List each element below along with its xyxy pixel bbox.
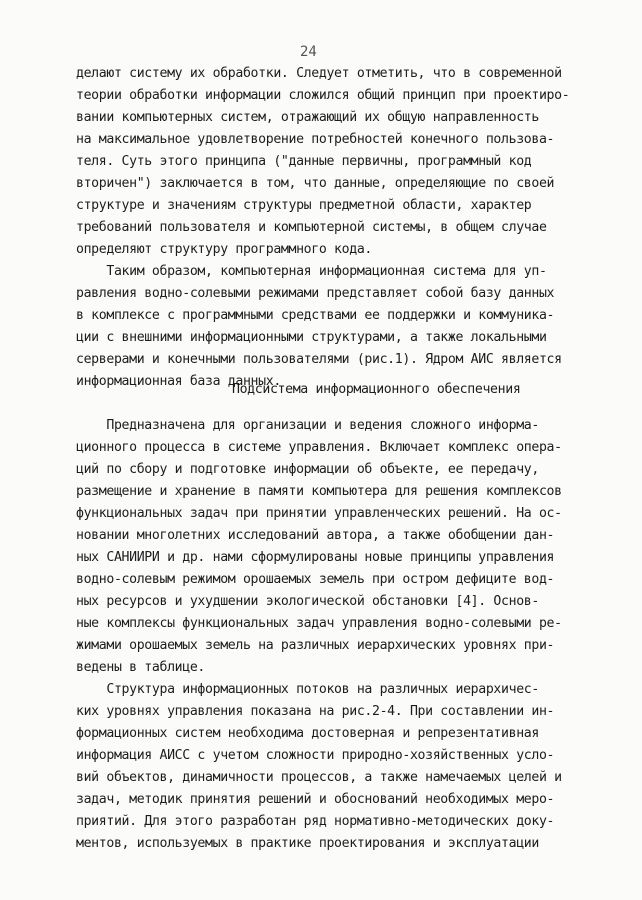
text-line: структуре и значениям структуры предметной области, характер	[76, 198, 532, 213]
text-line: задач, методик принятия решений и обоснований необходимых меро-	[76, 792, 555, 807]
text-line: вторичен") заключается в том, что данные, определяющие по своей	[76, 176, 555, 191]
text-line: на максимальное удовлетворение потребностей конечного пользова-	[76, 132, 555, 147]
text-line: приятий. Для этого разработан ряд нормативно-методических доку-	[76, 814, 555, 829]
text-line: ные комплексы функциональных задач управления водно-солевыми ре-	[76, 616, 562, 631]
text-line: ментов, используемых в практике проектирования и эксплуатации	[76, 836, 539, 851]
text-line: информационная база данных.	[76, 374, 281, 389]
text-line: функциональных задач при принятии управленческих решений. На ос-	[76, 506, 562, 521]
text-line: размещение и хранение в памяти компьютера для решения комплексов	[76, 484, 562, 499]
text-line: водно-солевым режимом орошаемых земель при остром дефиците вод-	[76, 572, 555, 587]
text-line: требований пользователя и компьютерной системы, в общем случае	[76, 220, 547, 235]
section-heading: Подсистема информационного обеспечения	[232, 382, 521, 397]
text-line: ции с внешними информационными структурами, а также локальными	[76, 330, 547, 345]
text-line: Предназначена для организации и ведения сложного информа-	[76, 418, 539, 433]
text-line: информация АИСС с учетом сложности природно-хозяйственных усло-	[76, 748, 555, 763]
text-line: теории обработки информации сложился общий принцип при проектиро-	[76, 88, 570, 103]
text-line: формационных систем необходима достоверная и репрезентативная	[76, 726, 539, 741]
text-line: делают систему их обработки. Следует отметить, что в современной	[76, 66, 562, 81]
text-line: в комплексе с программными средствами ее поддержки и коммуника-	[76, 308, 555, 323]
text-line: ких уровнях управления показана на рис.2-4. При составлении ин-	[76, 704, 555, 719]
text-line: ционного процесса в системе управления. Включает комплекс опера-	[76, 440, 562, 455]
text-line: ведены в таблице.	[76, 660, 206, 675]
text-line: жимами орошаемых земель на различных иерархических уровнях при-	[76, 638, 555, 653]
text-line: определяют структуру программного кода.	[76, 242, 372, 257]
text-line: Таким образом, компьютерная информационная система для уп-	[76, 264, 547, 279]
text-line: вании компьютерных систем, отражающий их общую направленность	[76, 110, 539, 125]
text-line: новании многолетних исследований автора, а также обобщении дан-	[76, 528, 555, 543]
text-line: Структура информационных потоков на различных иерархичес-	[76, 682, 539, 697]
text-line: серверами и конечными пользователями (рис.1). Ядром АИС является	[76, 352, 562, 367]
text-line: ных ресурсов и ухудшении экологической обстановки [4]. Основ-	[76, 594, 539, 609]
text-line: ций по сбору и подготовке информации об объекте, ее передачу,	[76, 462, 539, 477]
text-line: ных САНИИРИ и др. нами сформулированы новые принципы управления	[76, 550, 555, 565]
page-number: 24	[300, 44, 317, 60]
text-line: вий объектов, динамичности процессов, а также намечаемых целей и	[76, 770, 562, 785]
text-line: теля. Суть этого принципа ("данные первичны, программный код	[76, 154, 532, 169]
text-line: равления водно-солевыми режимами представляет собой базу данных	[76, 286, 555, 301]
